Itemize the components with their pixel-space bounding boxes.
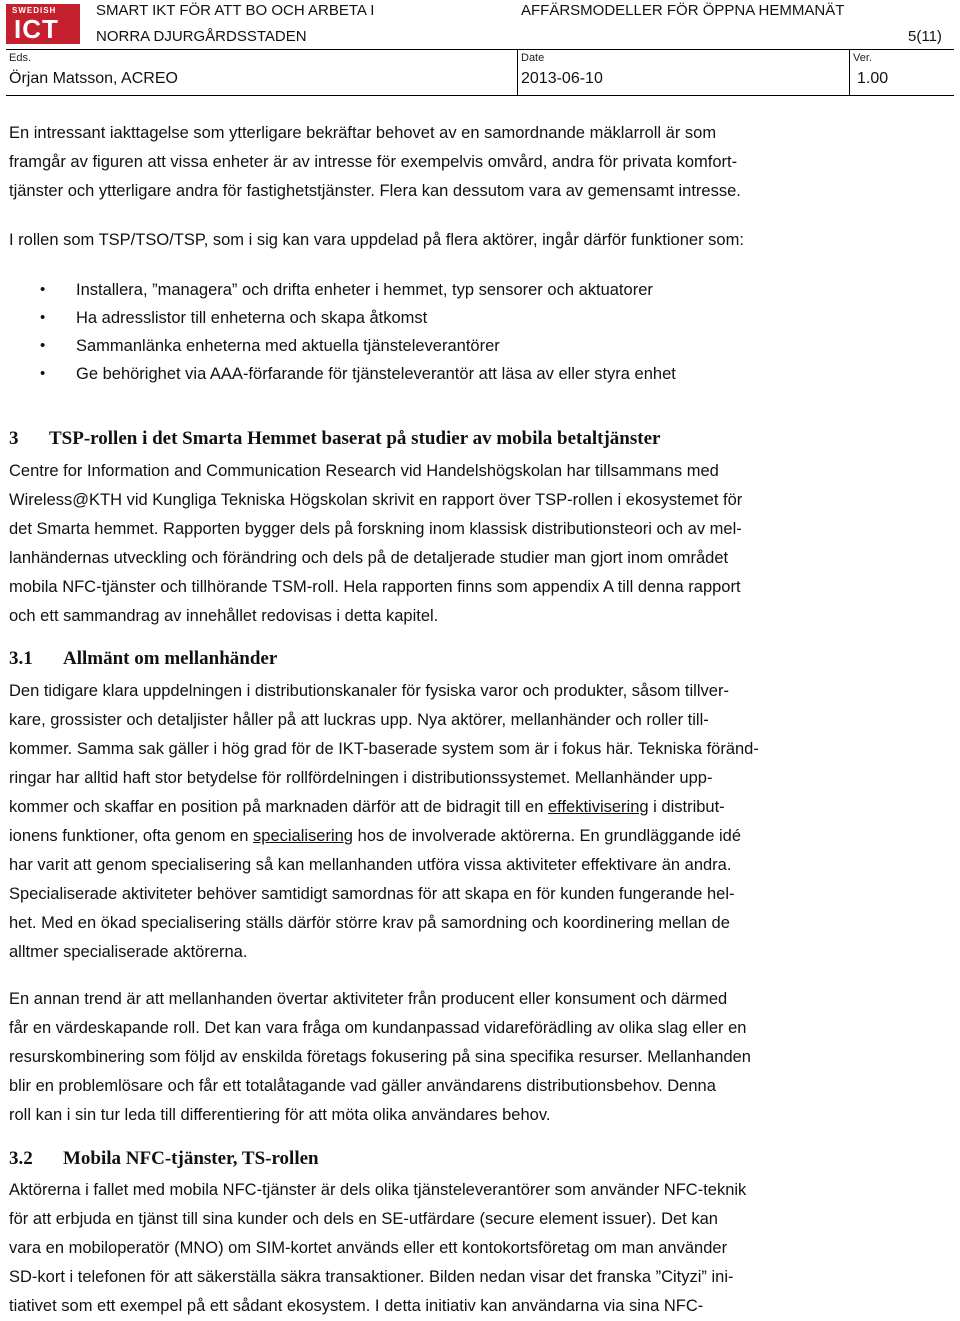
section-3-1-paragraph <box>9 677 954 967</box>
paragraph-line: En annan trend är att mellanhanden övertar aktiviteter från producent eller konsument och därmed <box>9 990 728 1008</box>
function-list <box>40 276 676 388</box>
section-title: TSP-rollen i det Smarta Hemmet baserat på studier av mobila betaltjänster <box>49 428 661 449</box>
underlined-term: specialisering <box>253 827 353 845</box>
document-date: 2013-06-10 <box>521 70 603 87</box>
section-3-2-paragraph <box>9 1176 954 1321</box>
paragraph-line: mobila NFC-tjänster och tillhörande TSM-roll. Hela rapporten finns som appendix A till denna rapport <box>9 578 741 596</box>
paragraph-line: Centre for Information and Communication Research vid Handelshögskolan har tillsammans med <box>9 462 719 480</box>
list-item: • Sammanlänka enheterna med aktuella tjänsteleverantörer <box>40 332 676 360</box>
text-run: i distribut- <box>648 798 725 816</box>
page-number: 5(11) <box>908 28 942 45</box>
paragraph-line: resurskombinering som följd av enskilda företags fokusering på sina specifika resurser. Mellanhanden <box>9 1048 751 1066</box>
section-3-heading <box>9 428 660 450</box>
paragraph-line: blir en problemlösare och får ett totalåtagande vad gäller användarens distributionsbehov. Denna <box>9 1077 716 1095</box>
text-run: kommer och skaffar en position på marknaden därför att de bidragit till en <box>9 798 548 816</box>
paragraph-line: vara en mobiloperatör (MNO) om SIM-kortet används eller ett kontokortsföretag om man använder <box>9 1239 728 1257</box>
underlined-term: effektivisering <box>547 798 649 816</box>
list-item: • Installera, ”managera” och drifta enheter i hemmet, typ sensorer och aktuatorer <box>40 276 676 304</box>
header-divider-version <box>849 49 850 95</box>
logo-main-text: ICT <box>14 14 59 44</box>
section-number: 3 <box>9 428 19 449</box>
paragraph-line: det Smarta hemmet. Rapporten bygger dels på forskning inom klassisk distributionsteori och av mel- <box>9 520 742 538</box>
paragraph-line: kommer. Samma sak gäller i hög grad för de IKT-baserade system som är i fokus här. Tekniska föränd- <box>9 740 759 758</box>
paragraph-line: och ett sammandrag av innehållet redovisas i detta kapitel. <box>9 607 439 625</box>
role-intro <box>9 226 954 255</box>
section-number: 3.1 <box>9 648 33 669</box>
paragraph-line: ringar har alltid haft stor betydelse för rollfördelningen i distributionssystemet. Mellanhänder upp- <box>9 769 713 787</box>
version-label: Ver. <box>853 52 872 64</box>
paragraph-line <box>9 793 954 822</box>
section-3-1-heading <box>9 648 277 670</box>
paragraph-line: Wireless@KTH vid Kungliga Tekniska Högskolan skrivit en rapport över TSP-rollen i ekosystemet för <box>9 491 743 509</box>
paragraph-line: het. Med en ökad specialisering ställs därför större krav på samordning och koordinering mellan de <box>9 914 730 932</box>
text-run: hos de involverade aktörerna. En grundläggande idé <box>352 827 742 845</box>
role-intro-line: I rollen som TSP/TSO/TSP, som i sig kan vara uppdelad på flera aktörer, ingår därför funktioner som: <box>9 231 744 249</box>
section-title: Mobila NFC-tjänster, TS-rollen <box>63 1148 319 1169</box>
eds-label: Eds. <box>9 52 32 64</box>
paragraph-line: Specialiserade aktiviteter behöver samtidigt samordnas för att skapa en för kunden fungerande hel- <box>9 885 735 903</box>
swedish-ict-logo <box>6 4 80 44</box>
logo-top-text: SWEDISH <box>12 6 57 15</box>
header-rule-top <box>6 49 954 50</box>
paragraph-line: roll kan i sin tur leda till differentiering för att möta olika användares behov. <box>9 1106 551 1124</box>
paragraph-line: kare, grossister och detaljister håller på att luckras upp. Nya aktörer, mellanhänder och roller till- <box>9 711 709 729</box>
intro-line: tjänster och ytterligare andra för fastighetstjänster. Flera kan dessutom vara av gemensamt intresse. <box>9 182 741 200</box>
author: Örjan Matsson, ACREO <box>9 70 178 87</box>
header-divider-date <box>517 49 518 95</box>
intro-line: framgår av figuren att vissa enheter är av intresse för exempelvis omvård, andra för privata komfort- <box>9 153 738 171</box>
paragraph-line: lanhändernas utveckling och förändring och dels på de detaljerade studier man gjort inom området <box>9 549 729 567</box>
paragraph-line: SD-kort i telefonen för att säkerställa säkra transaktioner. Bilden nedan visar det franska ”Cityzi” ini- <box>9 1268 734 1286</box>
header-title-line-1: SMART IKT FÖR ATT BO OCH ARBETA I <box>96 2 375 19</box>
section-3-paragraph <box>9 457 954 631</box>
intro-paragraph <box>9 119 954 206</box>
text-run: ionens funktioner, ofta genom en <box>9 827 254 845</box>
date-label: Date <box>521 52 545 64</box>
paragraph-line: Den tidigare klara uppdelningen i distributionskanaler för fysiska varor och produkter, såsom tillver- <box>9 682 729 700</box>
document-version: 1.00 <box>857 70 889 87</box>
paragraph-line: har varit att genom specialisering så kan mellanhanden utföra vissa aktiviteter effektivare än andra. <box>9 856 732 874</box>
header-title-line-2: NORRA DJURGÅRDSSTADEN <box>96 28 307 45</box>
list-item: • Ge behörighet via AAA-förfarande för tjänsteleverantör att läsa av eller styra enhet <box>40 360 676 388</box>
list-item: • Ha adresslistor till enheterna och skapa åtkomst <box>40 304 676 332</box>
paragraph-line <box>9 822 954 851</box>
section-3-2-heading <box>9 1148 319 1170</box>
header-title-right: AFFÄRSMODELLER FÖR ÖPPNA HEMMANÄT <box>521 2 845 19</box>
paragraph-line: får en värdeskapande roll. Det kan vara fråga om kundanpassad vidareförädling av olika slag eller en <box>9 1019 747 1037</box>
paragraph-line: för att erbjuda en tjänst till sina kunder och dels en SE-utfärdare (secure element issuer). Det kan <box>9 1210 718 1228</box>
section-3-1-paragraph-2 <box>9 985 954 1130</box>
section-title: Allmänt om mellanhänder <box>63 648 278 669</box>
paragraph-line: alltmer specialiserade aktörerna. <box>9 943 248 961</box>
paragraph-line: tiativet som ett exempel på ett sådant ekosystem. I detta initiativ kan användarna via sina NFC- <box>9 1297 704 1315</box>
intro-line: En intressant iakttagelse som ytterligare bekräftar behovet av en samordnande mäklarroll är som <box>9 124 717 142</box>
header-rule-bottom <box>6 95 954 96</box>
paragraph-line: Aktörerna i fallet med mobila NFC-tjänster är dels olika tjänsteleverantörer som använder NFC-teknik <box>9 1181 747 1199</box>
section-number: 3.2 <box>9 1148 33 1169</box>
